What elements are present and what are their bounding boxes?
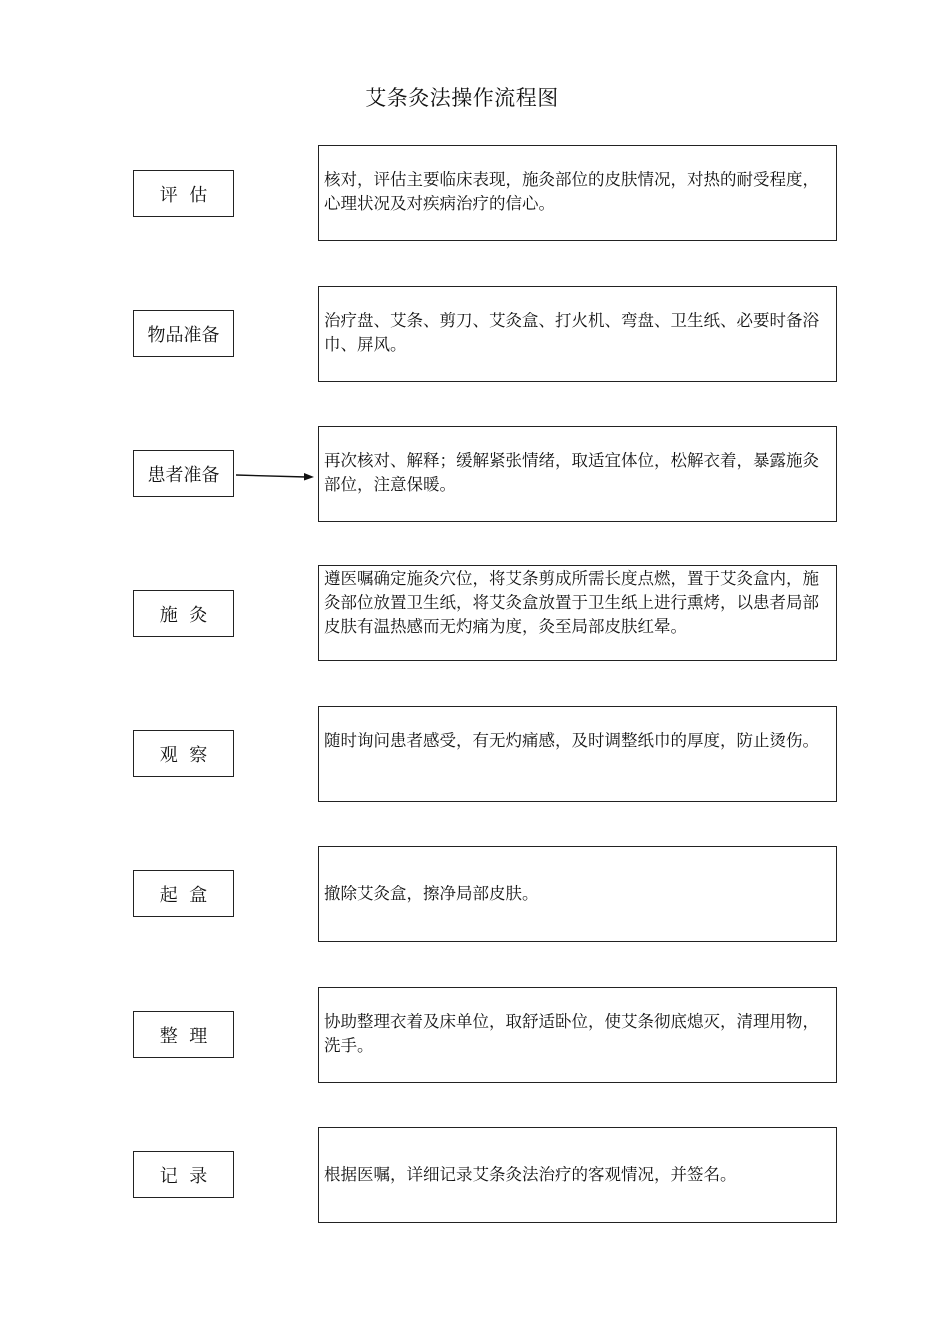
step-description: 撤除艾灸盒，擦净局部皮肤。 (324, 884, 539, 903)
step-label: 施 灸 (159, 604, 208, 626)
arrow-right-icon (236, 472, 316, 482)
step-description-box (318, 145, 837, 241)
step-supplies (0, 286, 950, 382)
step-label-box (133, 590, 234, 637)
step-description-box (318, 286, 837, 382)
step-tidy-up (0, 987, 950, 1083)
step-label-box (133, 870, 234, 917)
step-label-box (133, 1011, 234, 1058)
step-description-box (318, 987, 837, 1083)
step-label-box (133, 1151, 234, 1198)
step-description: 遵医嘱确定施灸穴位，将艾条剪成所需长度点燃，置于艾灸盒内，施灸部位放置卫生纸，将艾灸盒放置于卫生纸上进行熏烤，以患者局部皮肤有温热感而无灼痛为度，灸至局部皮肤红晕。 (324, 569, 819, 636)
step-label: 物品准备 (147, 324, 220, 346)
step-label: 记 录 (159, 1165, 208, 1187)
step-description-box (318, 1127, 837, 1223)
step-label: 患者准备 (147, 464, 220, 486)
step-label-box (133, 730, 234, 777)
step-description-box (318, 426, 837, 522)
step-label: 观 察 (159, 744, 208, 766)
step-record (0, 1127, 950, 1223)
step-remove-box (0, 846, 950, 942)
step-patient-prep (0, 426, 950, 522)
step-label-box (133, 450, 234, 497)
step-description: 随时询问患者感受，有无灼痛感，及时调整纸巾的厚度，防止烫伤。 (324, 731, 819, 750)
step-assessment (0, 145, 950, 241)
step-observation (0, 706, 950, 802)
step-description: 根据医嘱，详细记录艾条灸法治疗的客观情况，并签名。 (324, 1165, 737, 1184)
page-title: 艾条灸法操作流程图 (365, 86, 559, 110)
step-label: 起 盒 (159, 884, 208, 906)
step-description: 再次核对、解释；缓解紧张情绪，取适宜体位，松解衣着，暴露施灸部位，注意保暖。 (324, 451, 819, 494)
step-label: 评 估 (159, 184, 208, 206)
step-label: 整 理 (159, 1025, 208, 1047)
step-label-box (133, 310, 234, 357)
step-description-box (318, 565, 837, 661)
step-description: 协助整理衣着及床单位，取舒适卧位，使艾条彻底熄灭，清理用物，洗手。 (324, 1012, 819, 1055)
step-description: 治疗盘、艾条、剪刀、艾灸盒、打火机、弯盘、卫生纸、必要时备浴巾、屏风。 (324, 311, 819, 354)
step-description-box (318, 706, 837, 802)
step-label-box (133, 170, 234, 217)
step-description: 核对，评估主要临床表现，施灸部位的皮肤情况，对热的耐受程度，心理状况及对疾病治疗的信心。 (324, 170, 819, 213)
step-moxibustion (0, 565, 950, 661)
step-description-box (318, 846, 837, 942)
